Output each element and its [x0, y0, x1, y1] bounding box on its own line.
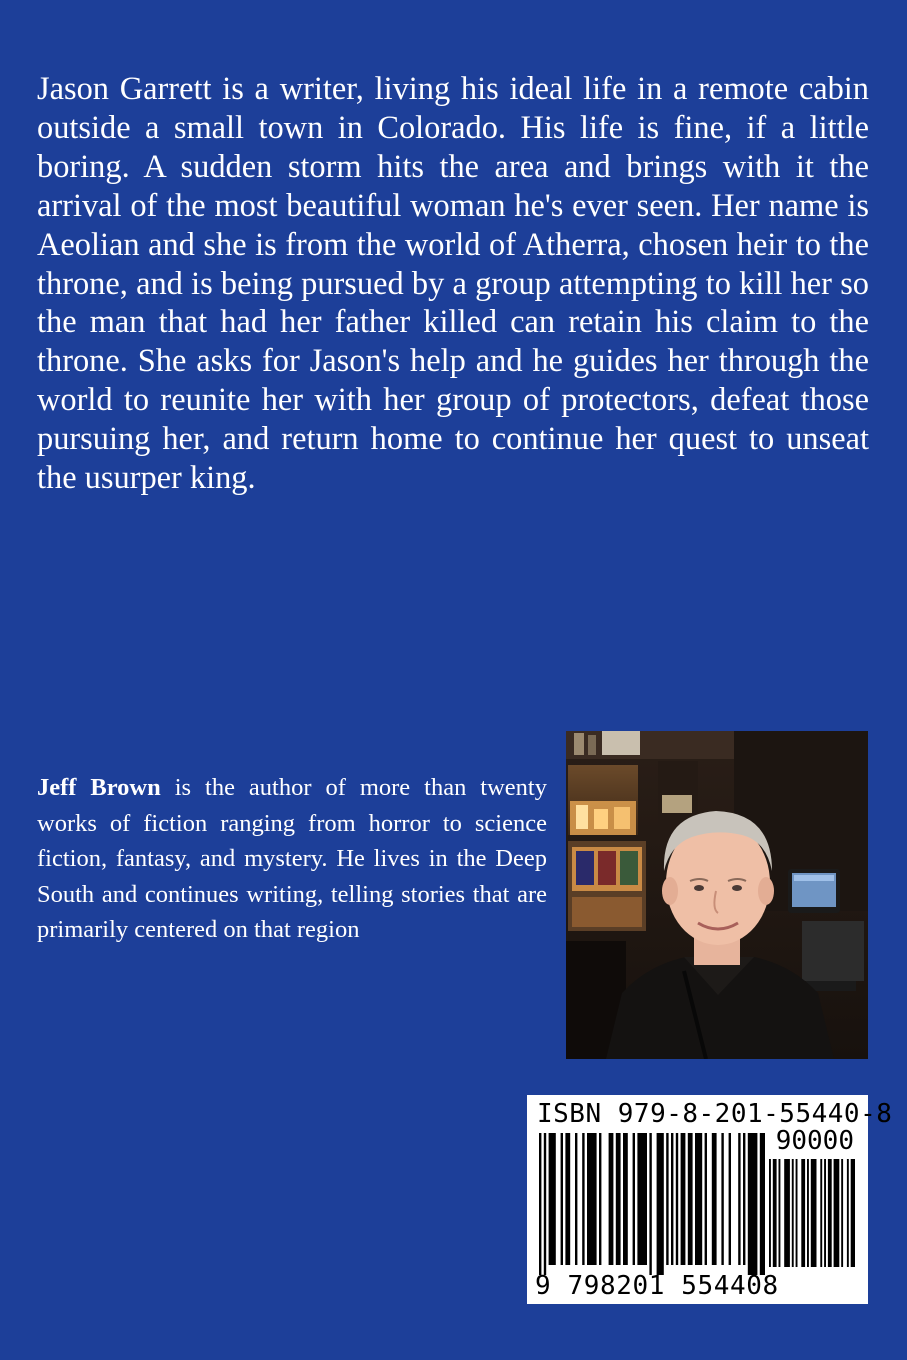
- barcode-bars: [539, 1133, 765, 1279]
- isbn-label: ISBN 979-8-201-55440-8: [537, 1099, 893, 1129]
- addon-barcode-bars: [769, 1159, 855, 1269]
- author-photo: [566, 731, 868, 1059]
- book-blurb: Jason Garrett is a writer, living his ideal life in a remote cabin outside a small town in Colorado. His life is fine, if a little boring. A sudden storm hits the area and brings with it the arrival of the most beautiful woman he's ever seen. Her name is Aeolian and she is from the world of Atherra, chosen heir to the throne, and is being pursued by a group attempting to kill her so the man that had her father killed can retain his claim to the throne. She asks for Jason's help and he guides her through the world to reunite her with her group of protectors, defeat those pursuing her, and return home to continue her quest to unseat the usurper king.: [37, 71, 869, 497]
- author-bio: [37, 770, 547, 948]
- author-bio-text: is the author of more than twenty works of fiction ranging from horror to science fiction, fantasy, and mystery. He lives in the Deep South and continues writing, telling stories that are primarily centered on that region: [37, 774, 547, 944]
- author-name: Jeff Brown: [37, 774, 161, 801]
- ean-digits: 9 798201 554408: [535, 1271, 779, 1301]
- price-code: 90000: [775, 1126, 854, 1156]
- isbn-barcode: [527, 1095, 893, 1304]
